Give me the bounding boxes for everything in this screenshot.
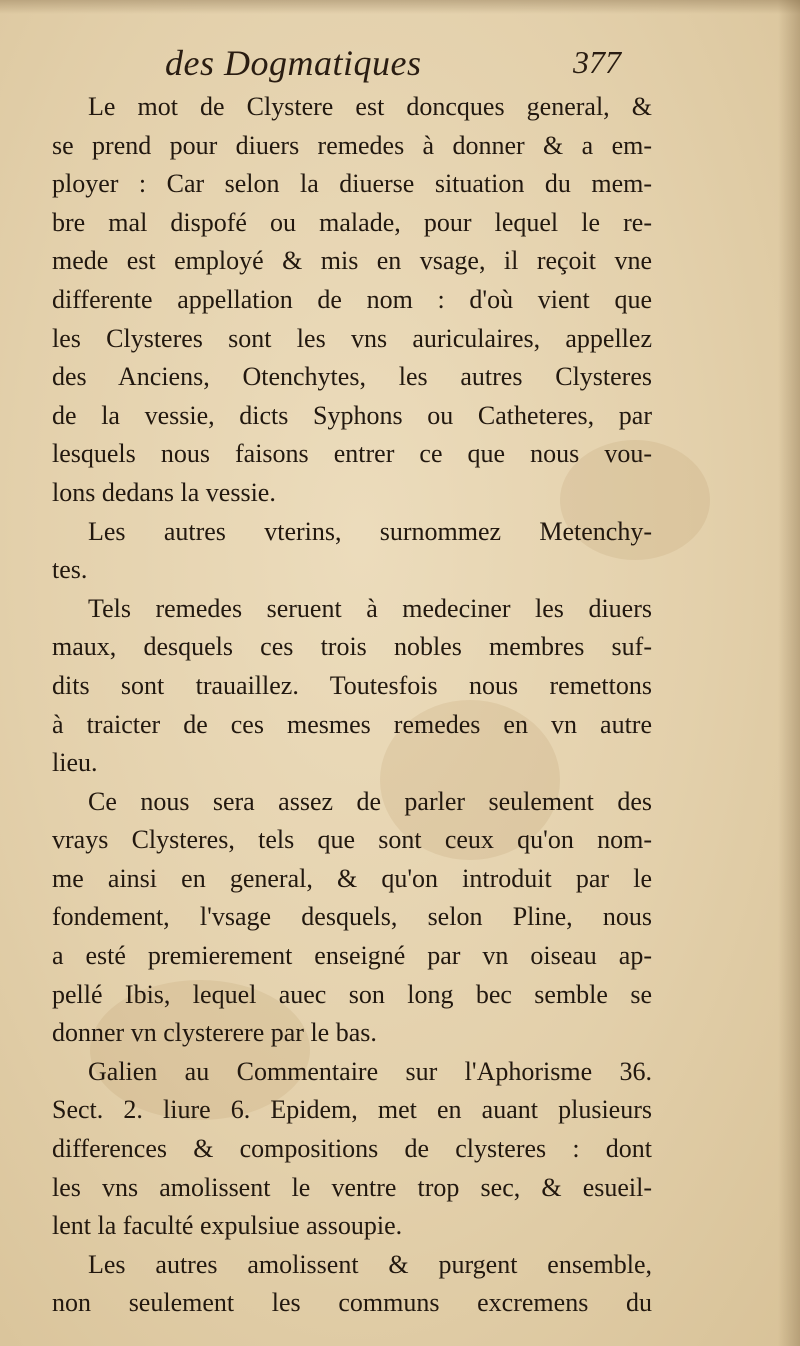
- text-line: non seulement les communs excremens du: [52, 1288, 652, 1318]
- text-line: lieu.: [52, 748, 98, 778]
- running-head: des Dogmatiques: [165, 43, 422, 83]
- text-line: mede est employé & mis en vsage, il reçoit vne: [52, 246, 652, 276]
- text-line: me ainsi en general, & qu'on introduit par le: [52, 863, 652, 893]
- paragraph: [52, 1246, 652, 1323]
- text-line: pellé Ibis, lequel auec son long bec semble se: [52, 979, 652, 1009]
- text-line: des Anciens, Otenchytes, les autres Clysteres: [52, 362, 652, 392]
- text-line: differente appellation de nom : d'où vient que: [52, 284, 652, 314]
- text-line: Tels remedes seruent à medeciner les diuers: [88, 593, 652, 623]
- text-line: à traicter de ces mesmes remedes en vn autre: [52, 709, 652, 739]
- text-line: les Clysteres sont les vns auriculaires, appellez: [52, 323, 652, 353]
- page-right-shadow: [778, 0, 800, 1346]
- body-text: [52, 88, 652, 1323]
- paragraph: [52, 88, 652, 513]
- text-line: lesquels nous faisons entrer ce que nous vou-: [52, 439, 652, 469]
- paragraph: [52, 513, 652, 590]
- text-line: Galien au Commentaire sur l'Aphorisme 36.: [88, 1056, 652, 1086]
- page-header: [165, 42, 635, 86]
- text-line: Le mot de Clystere est doncques general, &: [88, 92, 652, 121]
- text-line: lons dedans la vessie.: [52, 477, 276, 507]
- text-line: Les autres vterins, surnommez Metenchy-: [88, 516, 652, 546]
- text-line: a esté premierement enseigné par vn oiseau ap-: [52, 941, 652, 971]
- text-line: fondement, l'vsage desquels, selon Pline, nous: [52, 902, 652, 932]
- text-line: tes.: [52, 555, 88, 585]
- text-line: ployer : Car selon la diuerse situation du mem-: [52, 169, 652, 199]
- text-line: Les autres amolissent & purgent ensemble,: [88, 1249, 652, 1279]
- page-number: 377: [573, 44, 621, 80]
- text-line: se prend pour diuers remedes à donner & a em-: [52, 130, 652, 160]
- text-line: vrays Clysteres, tels que sont ceux qu'on nom-: [52, 825, 652, 855]
- text-line: donner vn clysterere par le bas.: [52, 1018, 377, 1048]
- text-line: les vns amolissent le ventre trop sec, & esueil-: [52, 1172, 652, 1202]
- text-line: Ce nous sera assez de parler seulement des: [88, 786, 652, 816]
- paragraph: [52, 1053, 652, 1246]
- page-top-shadow: [0, 0, 800, 14]
- text-line: de la vessie, dicts Syphons ou Catheteres, par: [52, 400, 652, 430]
- text-line: differences & compositions de clysteres : dont: [52, 1134, 652, 1164]
- text-line: dits sont trauaillez. Toutesfois nous remettons: [52, 670, 652, 700]
- text-line: Sect. 2. liure 6. Epidem, met en auant plusieurs: [52, 1095, 652, 1125]
- text-line: lent la faculté expulsiue assoupie.: [52, 1211, 403, 1241]
- text-line: bre mal dispofé ou malade, pour lequel le re-: [52, 207, 652, 237]
- text-line: maux, desquels ces trois nobles membres suf-: [52, 632, 652, 662]
- paragraph: [52, 590, 652, 783]
- paragraph: [52, 783, 652, 1053]
